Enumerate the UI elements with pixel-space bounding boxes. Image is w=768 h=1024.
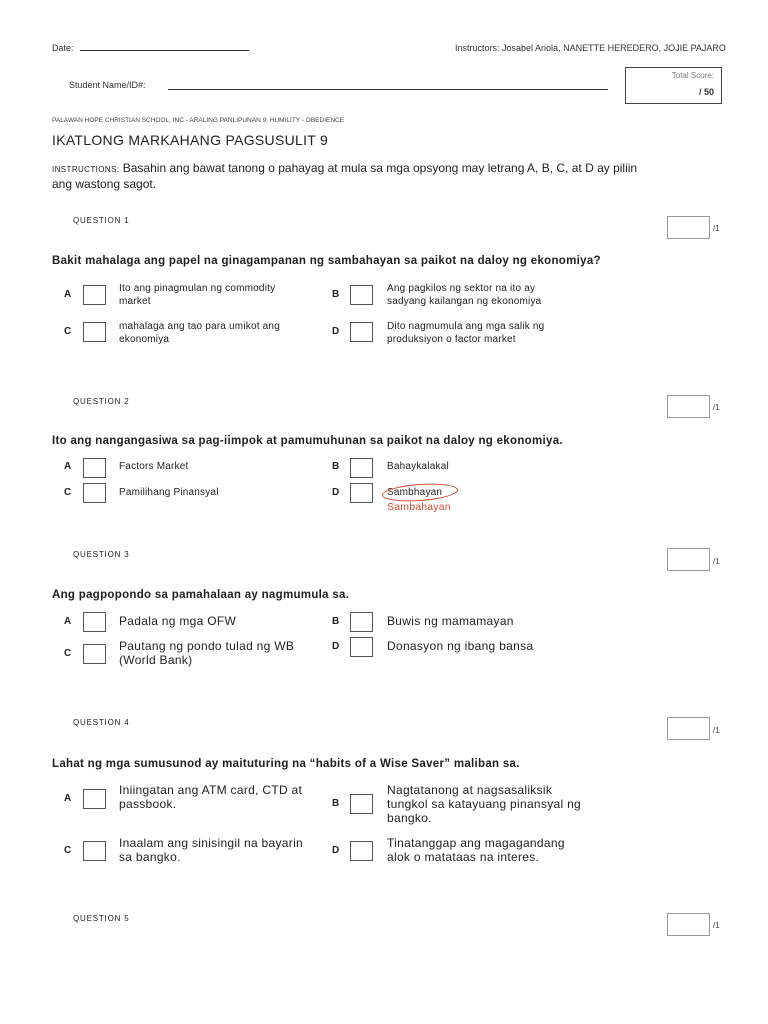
option-letter-d: D (332, 326, 340, 337)
question-label: QUESTION 4 (73, 718, 130, 727)
points-input[interactable] (667, 395, 710, 418)
points-input[interactable] (667, 548, 710, 571)
option-d-checkbox[interactable] (350, 841, 373, 861)
option-b-checkbox[interactable] (350, 794, 373, 814)
option-a-text: Factors Market (119, 461, 189, 472)
option-letter-b: B (332, 461, 340, 472)
option-c-checkbox[interactable] (83, 644, 106, 664)
handwritten-correction: Sambahayan (387, 501, 451, 513)
option-letter-d: D (332, 487, 340, 498)
option-letter-d: D (332, 641, 340, 652)
total-score-value: / 50 (698, 87, 714, 97)
option-letter-b: B (332, 289, 340, 300)
option-letter-c: C (64, 845, 72, 856)
student-name-field[interactable] (168, 89, 608, 90)
option-c-checkbox[interactable] (83, 841, 106, 861)
points-input[interactable] (667, 216, 710, 239)
question-text: Ang pagpopondo sa pamahalaan ay nagmumula sa. (52, 589, 350, 601)
option-c-text: Pamilihang Pinansyal (119, 487, 219, 498)
option-b-checkbox[interactable] (350, 612, 373, 632)
points-input[interactable] (667, 913, 710, 936)
option-d-text: Dito nagmumula ang mga salik ng produksiyon o factor market (387, 321, 545, 345)
points-label: /1 (713, 224, 720, 233)
option-d-text: Tinatanggap ang magagandang alok o matataas na interes. (387, 836, 565, 864)
instructors-names: Josabel Ariola, NANETTE HEREDERO, JOJIE PAJARO (502, 43, 726, 53)
option-c-text: Pautang ng pondo tulad ng WB (World Bank) (119, 639, 295, 667)
option-a-checkbox[interactable] (83, 458, 106, 478)
instructions-line-2: ang wastong sagot. (52, 177, 157, 191)
question-label: QUESTION 1 (73, 216, 130, 225)
option-letter-b: B (332, 616, 340, 627)
option-letter-c: C (64, 326, 72, 337)
option-letter-b: B (332, 798, 340, 809)
option-d-checkbox[interactable] (350, 483, 373, 503)
option-a-text: Padala ng mga OFW (119, 614, 237, 628)
option-letter-a: A (64, 461, 72, 472)
school-line: PALAWAN HOPE CHRISTIAN SCHOOL, INC - ARALING PANLIPUNAN 9: HUMILITY - OBEDIENCE (52, 117, 345, 124)
question-text: Ito ang nangangasiwa sa pag-iimpok at pamumuhunan sa paikot na daloy ng ekonomiya. (52, 435, 563, 447)
option-a-checkbox[interactable] (83, 285, 106, 305)
question-label: QUESTION 2 (73, 397, 130, 406)
question-label: QUESTION 3 (73, 550, 130, 559)
question-text: Bakit mahalaga ang papel na ginagampanan ng sambahayan sa paikot na daloy ng ekonomiya? (52, 255, 601, 267)
instructions-line-1: INSTRUCTIONS: Basahin ang bawat tanong o pahayag at mula sa mga opsyong may letrang A, B, C, at D ay piliin (52, 161, 638, 175)
option-d-checkbox[interactable] (350, 637, 373, 657)
points-label: /1 (713, 557, 720, 566)
points-label: /1 (713, 726, 720, 735)
student-name-label: Student Name/ID#: (69, 80, 146, 90)
instructions-label: INSTRUCTIONS: (52, 165, 120, 174)
option-d-checkbox[interactable] (350, 322, 373, 342)
total-score-box[interactable] (625, 67, 722, 104)
instructors-line (455, 43, 726, 53)
question-text: Lahat ng mga sumusunod ay maituturing na “habits of a Wise Saver” maliban sa. (52, 758, 520, 770)
option-c-checkbox[interactable] (83, 322, 106, 342)
option-d-text: Donasyon ng ibang bansa (387, 639, 534, 653)
option-letter-a: A (64, 289, 72, 300)
points-input[interactable] (667, 717, 710, 740)
option-d-text: Sambhayan (387, 487, 443, 498)
option-b-text: Nagtatanong at nagsasaliksik tungkol sa katayuang pinansyal ng bangko. (387, 783, 582, 825)
total-score-label: Total Score: (671, 71, 714, 80)
points-label: /1 (713, 921, 720, 930)
option-b-checkbox[interactable] (350, 285, 373, 305)
option-a-checkbox[interactable] (83, 789, 106, 809)
option-b-checkbox[interactable] (350, 458, 373, 478)
date-label: Date: (52, 43, 74, 53)
option-letter-d: D (332, 845, 340, 856)
option-a-text: Ito ang pinagmulan ng commodity market (119, 283, 276, 307)
option-a-text: Iniingatan ang ATM card, CTD at passbook. (119, 783, 303, 811)
date-field[interactable] (80, 50, 249, 51)
instructions (52, 161, 732, 191)
option-b-text: Bahaykalakal (387, 461, 449, 472)
question-label: QUESTION 5 (73, 914, 130, 923)
option-letter-a: A (64, 793, 72, 804)
option-c-text: Inaalam ang sinisingil na bayarin sa bangko. (119, 836, 304, 864)
points-label: /1 (713, 403, 720, 412)
option-c-text: mahalaga ang tao para umikot ang ekonomiya (119, 321, 280, 345)
option-b-text: Buwis ng mamamayan (387, 614, 514, 628)
option-b-text: Ang pagkilos ng sektor na ito ay sadyang kailangan ng ekonomiya (387, 283, 542, 307)
option-letter-c: C (64, 648, 72, 659)
option-letter-c: C (64, 487, 72, 498)
instructors-label: Instructors: (455, 43, 500, 53)
option-a-checkbox[interactable] (83, 612, 106, 632)
exam-title: IKATLONG MARKAHANG PAGSUSULIT 9 (52, 132, 329, 148)
option-letter-a: A (64, 616, 72, 627)
option-c-checkbox[interactable] (83, 483, 106, 503)
